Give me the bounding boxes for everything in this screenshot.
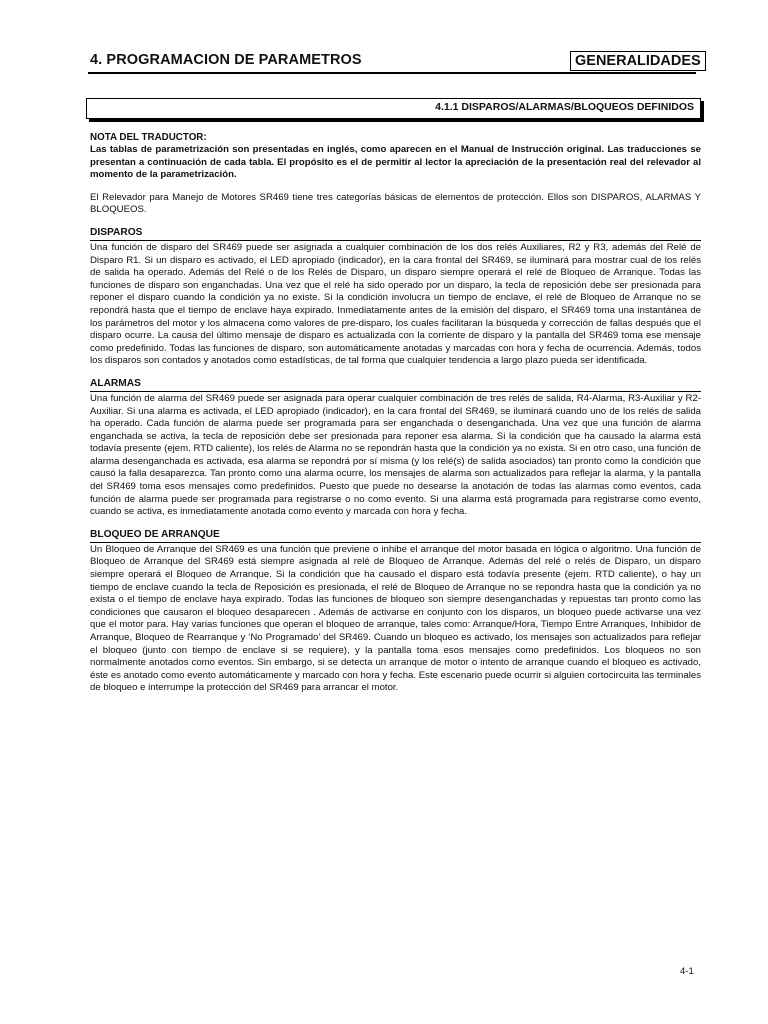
section-label: GENERALIDADES xyxy=(570,51,706,71)
header-divider xyxy=(88,72,696,74)
page-number: 4-1 xyxy=(680,966,694,977)
section-text-alarmas: Una función de alarma del SR469 puede ser asignada para operar cualquier combinación de tres relés de salida, R4-Alarma, R3-Auxiliar y R2-Auxiliar. Si una alarma es activada, el LED apropiado (indicador), en la cara frontal del SR469, se iluminará cuando uno de los relés de salida ha operado. Cada función de alarma puede ser programada para ser enganchada o desenganchada. Una vez que una función de alarma enganchada se activa, la tecla de reposición debe ser presionada para reponer esa alarma. Si la condición que ha causado la alarma está todavía presente (ejem. RTD caliente), los relés de Alarma no se repondrán hasta que la condición ya no exista. Si en otro caso, una función de alarma desenganchada es activada, esa alarma se repondrá por sí misma (y los relé(s) de salida asociados) tan pronto como la condición que causó la falla desaparezca. Tan pronto como una alarma ocurre, los mensajes de alarma son actualizados para reflejar la alarma, y la pantalla del SR469 toma esos mensajes como predefinidos. Puesto que puede no desearse la anotación de todas las alarmas como eventos, cada función de alarma puede ser programada para registrarse o no como evento. Si una alarma está programada para registrarse como evento, cuando se activa, es inmediatamente anotada como evento y marcada con hora y fecha. xyxy=(90,392,701,518)
section-heading-disparos: DISPAROS xyxy=(90,227,701,241)
translator-note-text: Las tablas de parametrización son presentadas en inglés, como aparecen en el Manual de Instrucción original. Las traducciones se presentan a continuación de cada tabla. El propósito es el de permitir al lector la apreciación de la presentación real del relevador al momento de la parametrización. xyxy=(90,144,701,181)
subsection-title: 4.1.1 DISPAROS/ALARMAS/BLOQUEOS DEFINIDOS xyxy=(435,101,694,113)
document-body xyxy=(90,132,701,695)
subsection-title-bar xyxy=(86,98,701,119)
section-heading-bloqueo: BLOQUEO DE ARRANQUE xyxy=(90,529,701,543)
section-text-disparos: Una función de disparo del SR469 puede ser asignada a cualquier combinación de los dos relés Auxiliares, R2 y R3, además del Relé de Disparo R1. Si un disparo es activado, el LED apropiado (indicador), en la cara frontal del SR469, se iluminará para mostrar cual de los relés de salida ha operado. Además del Relé o de los Relés de Disparo, un disparo siempre operará el relé de Bloqueo de Arranque. Todas las funciones de disparo son enganchadas. Una vez que el relé ha sido operado por un disparo, la tecla de reposición debe ser presionada para reponer el disparo cuando la condición ya no existe. Si la condición involucra un tiempo de enclave, el relé de Bloqueo de Arranque no se repondrá hasta que el tiempo de enclave haya expirado. Inmediatamente antes de la emisión del disparo, el SR469 toma una instantánea de los parámetros del motor y los almacena como valores de pre-disparo, los cuales facilitaran la búsqueda y corrección de fallas después que el disparo ocurre. La causa del último mensaje de disparo es actualizada con la corriente de disparo y la pantalla del SR469 toma ese mensaje como predefinido. Todas las funciones de disparo, son automáticamente anotadas y marcadas con hora y fecha de ocurrencia. Además, todos los disparos son contados y anotados como estadísticas, de tal forma que cualquier tendencia a largo plazo pueda ser identificada. xyxy=(90,241,701,367)
chapter-title: 4. PROGRAMACION DE PARAMETROS xyxy=(90,52,362,68)
section-text-bloqueo: Un Bloqueo de Arranque del SR469 es una función que previene o inhibe el arranque del motor basada en lógica o algoritmo. Una función de Bloqueo de Arranque del SR469 está siempre asignada al relé de Bloqueo de Arranque. Además del relé o relés de Disparo, un disparo siempre operará el Bloqueo de Arranque. Si la condición que ha causado el disparo está todavía presente (ejem. RTD caliente), o hay un tiempo de enclave cuando la tecla de Reposición es presionada, el relé de Bloqueo de Arranque no se repondra hasta que la condición ya no exista o el tiempo de enclave haya expirado. Todas las funciones de bloqueo son siempre desenganchadas y repuestas tan pronto como las condiciones que causaron el bloqueo desaparecen . Además de activarse en conjunto con los disparos, un bloqueo puede activarse una vez que el motor para. Hay varias funciones que operan el bloqueo de arranque, tales como: Arranque/Hora, Tiempo Entre Arranques, Inhibidor de Arranque, Bloqueo de Rearranque y ‘No Programado’ del SR469. Cuando un bloqueo es activado, los mensajes son actualizados para reflejar el bloqueo (junto con tiempo de enclave si se requiere), y la pantalla toma esos mensajes como predefinidos. Los bloqueos no son normalmente anotados como eventos. Sin embargo, si se detecta un arranque de motor o intento de arranque cuando el bloqueo es activado, éste es anotado como evento automáticamente y marcado con hora y fecha. Este escenario puede ocurrir si alguien cortocircuita las terminales de bloqueo e interrumpe la protección del SR469 para arrancar el motor. xyxy=(90,543,701,694)
intro-paragraph: El Relevador para Manejo de Motores SR469 tiene tres categorías básicas de elementos de protección. Ellos son DISPAROS, ALARMAS Y BLOQUEOS. xyxy=(90,191,701,216)
section-heading-alarmas: ALARMAS xyxy=(90,378,701,392)
translator-note-heading: NOTA DEL TRADUCTOR: xyxy=(90,132,207,143)
